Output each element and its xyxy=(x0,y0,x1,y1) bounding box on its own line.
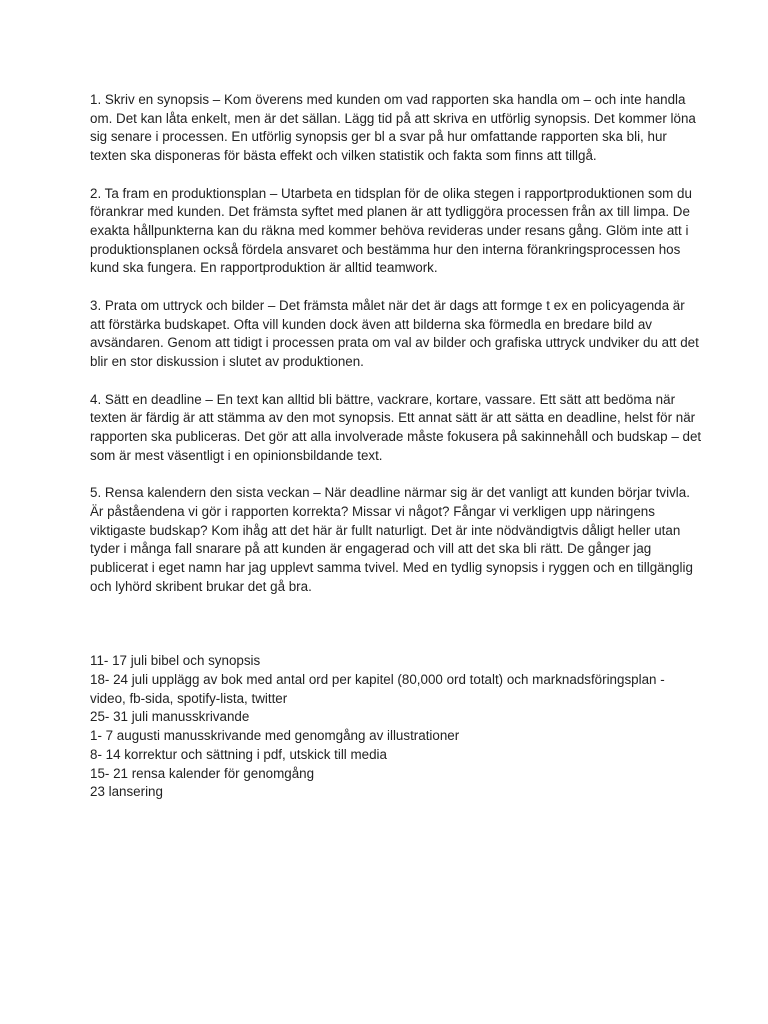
schedule-item: 18- 24 juli upplägg av bok med antal ord per kapitel (80,000 ord totalt) och marknadsföringsplan - video, fb-sida, spotify-lista, twitter xyxy=(90,672,665,706)
schedule-item: 15- 21 rensa kalender för genomgång xyxy=(90,765,315,781)
schedule-item: 11- 17 juli bibel och synopsis xyxy=(90,653,261,669)
schedule-item: 25- 31 juli manusskrivande xyxy=(90,709,250,725)
paragraph-images: 3. Prata om uttryck och bilder – Det främsta målet när det är dags att formge t ex en policyagenda är att förstärka budskapet. Ofta vill kunden dock även att bilderna ska förmedla en bredare bild av avsändaren. Genom att tidigt i processen prata om val av bilder och grafiska uttryck undviker du att det blir en stor diskussion i slutet av produktionen. xyxy=(90,297,699,370)
schedule-list xyxy=(90,652,702,802)
schedule-item: 8- 14 korrektur och sättning i pdf, utskick till media xyxy=(90,746,387,762)
document-body xyxy=(90,91,702,802)
paragraph-clear-calendar: 5. Rensa kalendern den sista veckan – När deadline närmar sig är det vanligt att kunden börjar tvivla. Är påståendena vi gör i rapporten korrekta? Missar vi något? Fångar vi verkligen upp näringens viktigaste budskap? Kom ihåg att det här är fullt naturligt. Det är inte nödvändigtvis dåligt heller utan tyder i många fall snarare på att kunden är engagerad och vill att det ska bli rätt. De gånger jag publicerat i eget namn har jag upplevt samma tvivel. Med en tydlig synopsis i ryggen och en tillgänglig och lyhörd skribent brukar det gå bra. xyxy=(90,485,693,594)
schedule-item: 1- 7 augusti manusskrivande med genomgång av illustrationer xyxy=(90,728,460,744)
paragraph-synopsis: 1. Skriv en synopsis – Kom överens med kunden om vad rapporten ska handla om – och inte handla om. Det kan låta enkelt, men är det sällan. Lägg tid på att skriva en utförlig synopsis. Det kommer löna sig senare i processen. En utförlig synopsis ger bl a svar på hur omfattande rapporten ska bli, hur texten ska disponeras för bästa effekt och vilken statistik och fakta som finns att tillgå. xyxy=(90,92,696,164)
schedule-item: 23 lansering xyxy=(90,784,163,800)
paragraph-deadline: 4. Sätt en deadline – En text kan alltid bli bättre, vackrare, kortare, vassare. Ett sätt att bedöma när texten är färdig är att stämma av den mot synopsis. Ett annat sätt är att sätta en deadline, helst för när rapporten ska publiceras. Det gör att alla involverade måste fokusera på sakinnehåll och budskap – det som är mest väsentligt i en opinionsbildande text. xyxy=(90,391,702,463)
paragraph-production-plan: 2. Ta fram en produktionsplan – Utarbeta en tidsplan för de olika stegen i rapportproduktionen som du förankrar med kunden. Det främsta syftet med planen är att tydliggöra processen från ax till limpa. De exakta hållpunkterna kan du räkna med kommer behöva revideras under resans gång. Glöm inte att i produktionsplanen också fördela ansvaret och bestämma hur den interna förankringsprocessen hos kund ska fungera. En rapportproduktion är alltid teamwork. xyxy=(90,185,692,276)
